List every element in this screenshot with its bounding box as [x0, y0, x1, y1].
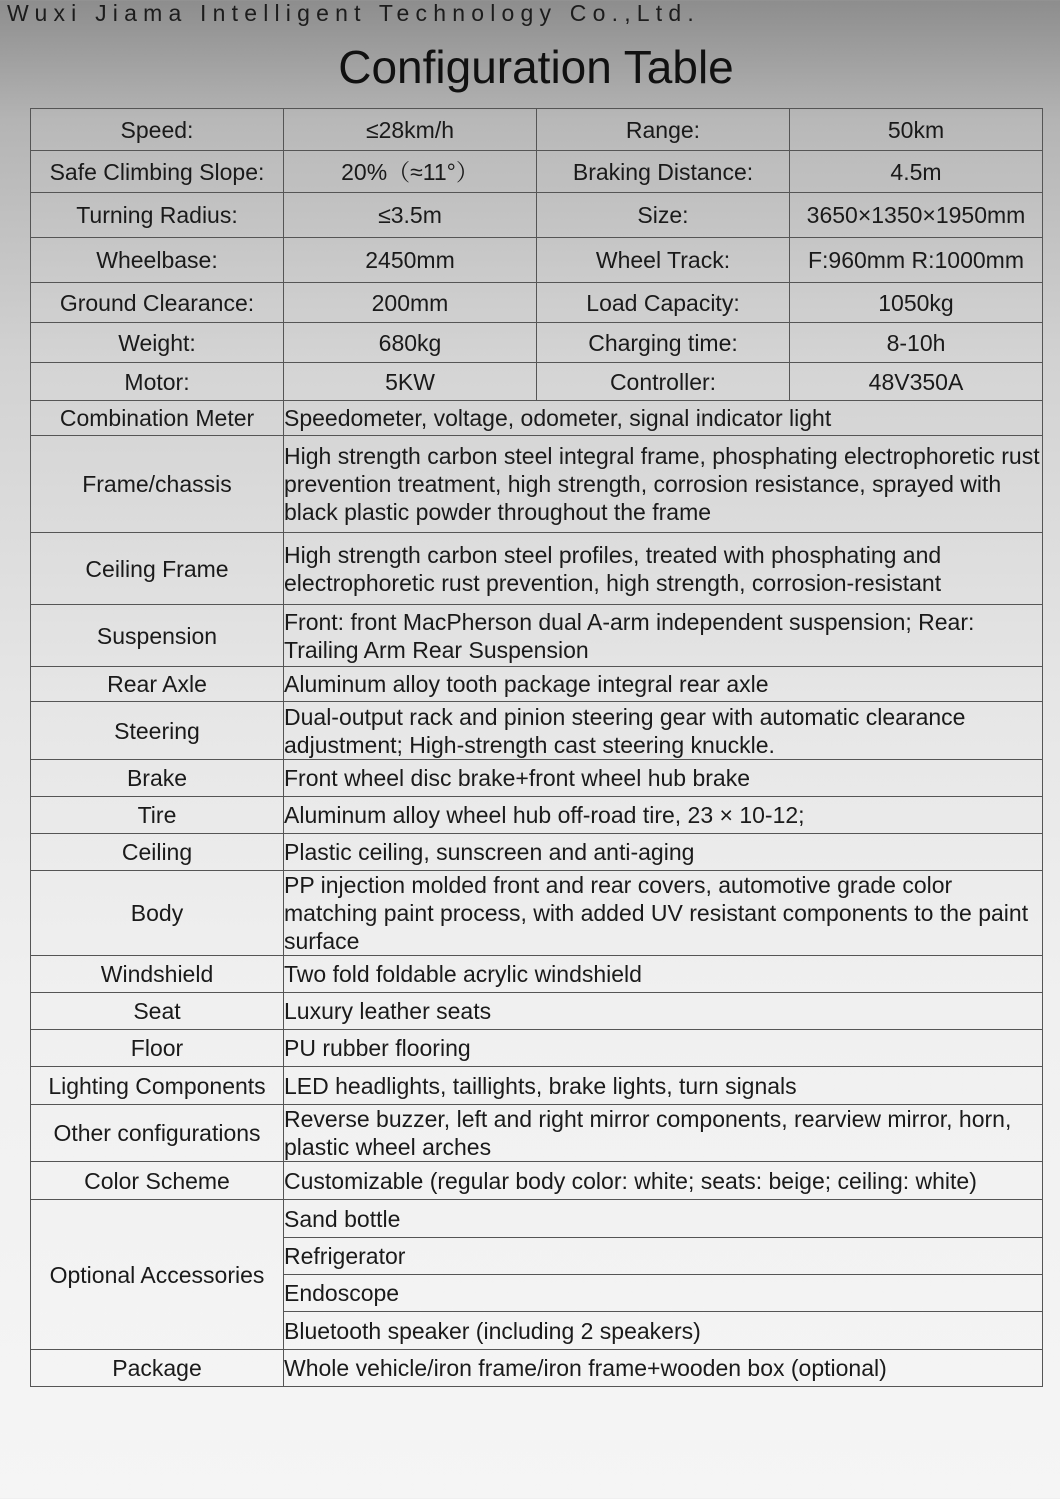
spec-row-weight [31, 323, 1043, 363]
spec-row-speed [31, 109, 1043, 151]
config-label: Ceiling Frame [31, 533, 284, 605]
package-row [31, 1350, 1043, 1387]
optional-item: Endoscope [284, 1275, 1043, 1312]
config-row [31, 1105, 1043, 1162]
spec-value: 8-10h [790, 323, 1043, 363]
spec-value: 5KW [284, 363, 537, 401]
package-label: Package [31, 1350, 284, 1387]
spec-value: 48V350A [790, 363, 1043, 401]
package-value: Whole vehicle/iron frame/iron frame+wooden box (optional) [284, 1350, 1043, 1387]
config-label: Body [31, 871, 284, 956]
config-label: Rear Axle [31, 667, 284, 702]
config-row [31, 834, 1043, 871]
config-row [31, 401, 1043, 436]
config-row [31, 1162, 1043, 1200]
config-value: Front: front MacPherson dual A-arm independent suspension; Rear: Trailing Arm Rear Suspension [284, 605, 1043, 667]
config-value: PU rubber flooring [284, 1030, 1043, 1067]
config-value: LED headlights, taillights, brake lights, turn signals [284, 1067, 1043, 1105]
spec-label: Wheelbase: [31, 238, 284, 283]
spec-value: 200mm [284, 283, 537, 323]
page-title: Configuration Table [338, 41, 734, 93]
optional-item: Bluetooth speaker (including 2 speakers) [284, 1312, 1043, 1350]
config-row [31, 797, 1043, 834]
spec-value: ≤28km/h [284, 109, 537, 151]
spec-label: Weight: [31, 323, 284, 363]
config-label: Tire [31, 797, 284, 834]
optional-item: Sand bottle [284, 1200, 1043, 1238]
spec-row-motor [31, 363, 1043, 401]
spec-label: Safe Climbing Slope: [31, 151, 284, 193]
config-value: Aluminum alloy tooth package integral rear axle [284, 667, 1043, 702]
spec-value: 20%（≈11°） [284, 151, 537, 193]
spec-label: Load Capacity: [537, 283, 790, 323]
spec-row-climbing [31, 151, 1043, 193]
config-value: Dual-output rack and pinion steering gear with automatic clearance adjustment; High-strength cast steering knuckle. [284, 702, 1043, 760]
config-value: Reverse buzzer, left and right mirror components, rearview mirror, horn, plastic wheel arches [284, 1105, 1043, 1162]
config-row [31, 1030, 1043, 1067]
spec-label: Braking Distance: [537, 151, 790, 193]
spec-label: Controller: [537, 363, 790, 401]
optional-label: Optional Accessories [31, 1200, 284, 1350]
spec-value: 3650×1350×1950mm [790, 193, 1043, 238]
config-label: Suspension [31, 605, 284, 667]
config-label: Lighting Components [31, 1067, 284, 1105]
spec-value: ≤3.5m [284, 193, 537, 238]
config-row [31, 760, 1043, 797]
config-label: Floor [31, 1030, 284, 1067]
spec-label: Wheel Track: [537, 238, 790, 283]
config-label: Seat [31, 993, 284, 1030]
spec-value: 1050kg [790, 283, 1043, 323]
config-label: Windshield [31, 956, 284, 993]
spec-row-clearance [31, 283, 1043, 323]
config-row [31, 871, 1043, 956]
config-label: Other configurations [31, 1105, 284, 1162]
config-label: Brake [31, 760, 284, 797]
config-value: High strength carbon steel integral frame, phosphating electrophoretic rust prevention treatment, high strength, corrosion resistance, sprayed with black plastic powder throughout the frame [284, 436, 1043, 533]
config-row [31, 956, 1043, 993]
config-value: Aluminum alloy wheel hub off-road tire, 23 × 10-12; [284, 797, 1043, 834]
config-value: Front wheel disc brake+front wheel hub brake [284, 760, 1043, 797]
config-value: Two fold foldable acrylic windshield [284, 956, 1043, 993]
config-row [31, 533, 1043, 605]
config-label: Combination Meter [31, 401, 284, 436]
configuration-table [30, 108, 1043, 1387]
spec-value: 2450mm [284, 238, 537, 283]
config-row [31, 993, 1043, 1030]
config-label: Color Scheme [31, 1162, 284, 1200]
config-label: Steering [31, 702, 284, 760]
spec-label: Ground Clearance: [31, 283, 284, 323]
spec-value: 4.5m [790, 151, 1043, 193]
config-row [31, 605, 1043, 667]
spec-value: 50km [790, 109, 1043, 151]
company-name: Wuxi Jiama Intelligent Technology Co.,Ltd. [7, 0, 700, 26]
optional-row [31, 1200, 1043, 1238]
spec-label: Size: [537, 193, 790, 238]
config-value: Luxury leather seats [284, 993, 1043, 1030]
spec-label: Motor: [31, 363, 284, 401]
spec-row-turning [31, 193, 1043, 238]
config-value: High strength carbon steel profiles, treated with phosphating and electrophoretic rust prevention, high strength, corrosion-resistant [284, 533, 1043, 605]
config-row [31, 702, 1043, 760]
config-label: Ceiling [31, 834, 284, 871]
spec-label: Speed: [31, 109, 284, 151]
config-row [31, 1067, 1043, 1105]
config-label: Frame/chassis [31, 436, 284, 533]
spec-value: 680kg [284, 323, 537, 363]
spec-label: Range: [537, 109, 790, 151]
spec-label: Turning Radius: [31, 193, 284, 238]
spec-value: F:960mm R:1000mm [790, 238, 1043, 283]
spec-label: Charging time: [537, 323, 790, 363]
config-value: Customizable (regular body color: white; seats: beige; ceiling: white) [284, 1162, 1043, 1200]
config-row [31, 436, 1043, 533]
config-value: PP injection molded front and rear covers, automotive grade color matching paint process, with added UV resistant components to the paint surface [284, 871, 1043, 956]
spec-row-wheelbase [31, 238, 1043, 283]
config-value: Speedometer, voltage, odometer, signal indicator light [284, 401, 1043, 436]
optional-item: Refrigerator [284, 1238, 1043, 1275]
config-value: Plastic ceiling, sunscreen and anti-aging [284, 834, 1043, 871]
config-row [31, 667, 1043, 702]
